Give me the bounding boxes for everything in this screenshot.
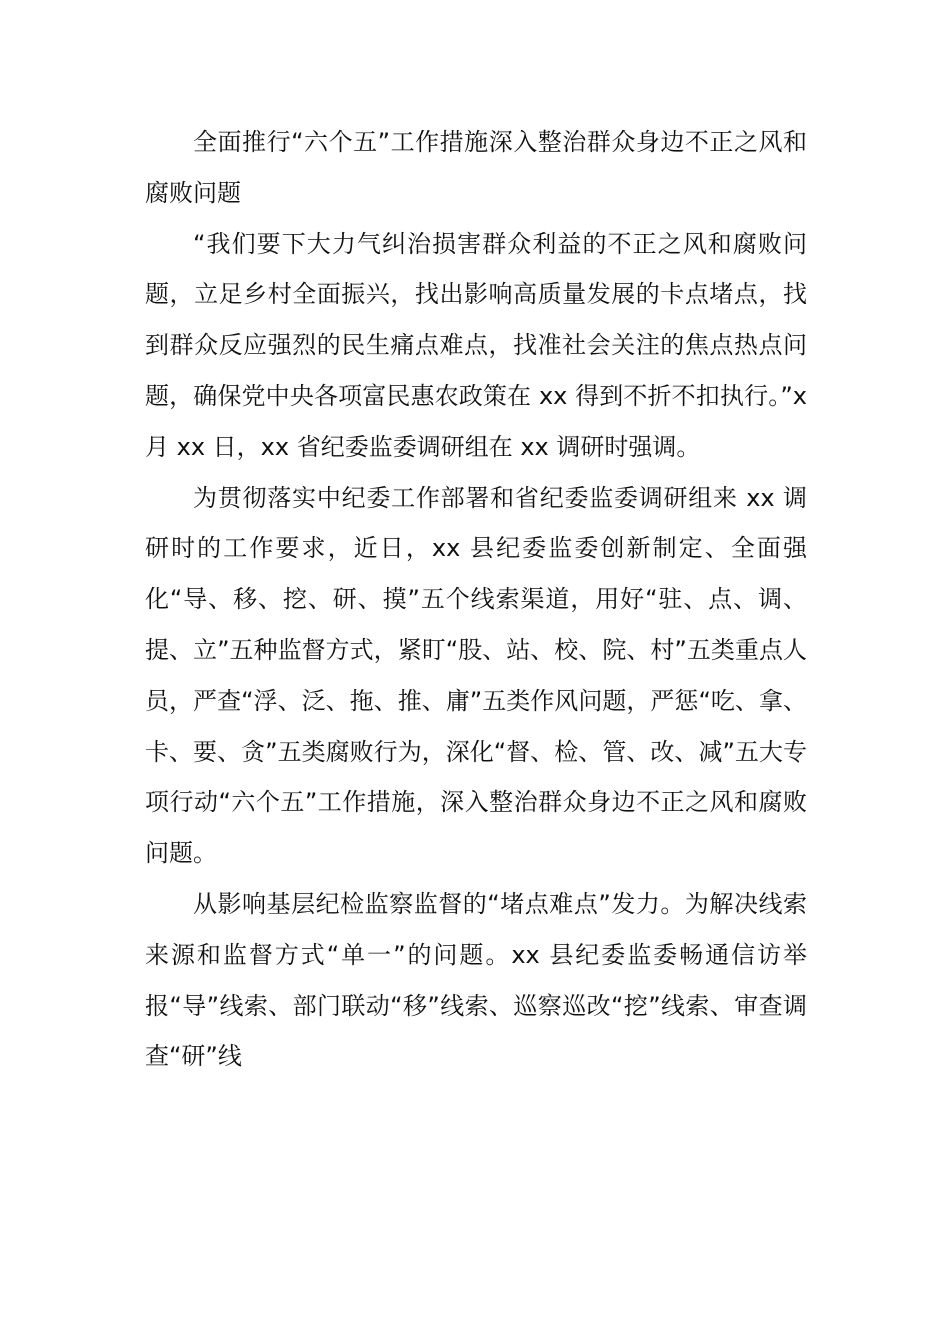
document-title: 全面推行“六个五”工作措施深入整治群众身边不正之风和腐败问题 [145,128,807,207]
paragraph-1: “我们要下大力气纠治损害群众利益的不正之风和腐败问题，立足乡村全面振兴，找出影响高质量发展的卡点堵点，找到群众反应强烈的民生痛点难点，找准社会关注的焦点热点问题，确保党中央各项富民惠农政策在 xx 得到不折不扣执行。”x 月 xx 日，xx 省纪委监委调研组在 xx 调研时强调。 [145,229,807,461]
document-body [145,117,807,1082]
paragraph-3: 从影响基层纪检监察监督的“堵点难点”发力。为解决线索来源和监督方式“单一”的问题。xx 县纪委监委畅通信访举报“导”线索、部门联动“移”线索、巡察巡改“挖”线索、审查调查“研”线 [145,889,807,1071]
paragraph-2: 为贯彻落实中纪委工作部署和省纪委监委调研组来 xx 调研时的工作要求，近日，xx 县纪委监委创新制定、全面强化“导、移、挖、研、摸”五个线索渠道，用好“驻、点、调、提、立”五种监督方式，紧盯“股、站、校、院、村”五类重点人员，严查“浮、泛、拖、推、庸”五类作风问题，严惩“吃、拿、卡、要、贪”五类腐败行为，深化“督、检、管、改、减”五大专项行动“六个五”工作措施，深入整治群众身边不正之风和腐败问题。 [145,483,807,868]
